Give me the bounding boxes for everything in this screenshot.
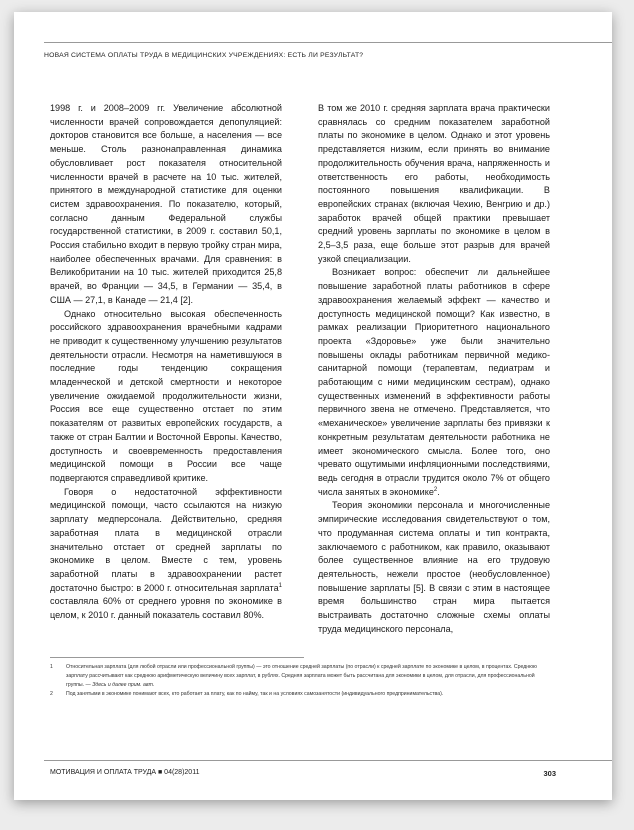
- footnote-2-number: 2: [50, 691, 53, 697]
- footnote-1: [50, 663, 550, 690]
- footnotes: [50, 663, 550, 699]
- left-paragraph-2: Однако относительно высокая обеспеченность российского здравоохранения врачебными кадрами не приводит к существенному улучшению результатов деятельности отрасли. Несмотря на наметившуюся в последние годы тенденцию сокращения младенческой и детской смертности и некоторое увеличение ожидаемой продолжительности жизни, Россия все еще существенно отстает по этим показателям от развитых европейских государств, а также от стран Балтии и Восточной Европы. Качество, доступность и своевременность предоставления медицинской помощи в России все чаще подвергаются справедливой критике.: [50, 308, 282, 483]
- footnote-separator: [50, 657, 304, 658]
- left-column: [50, 102, 282, 623]
- left-paragraph-3-text-b: составляла 60% от среднего уровня по экономике в целом, к 2010 г. данный показатель составил 80%.: [50, 596, 282, 621]
- right-column: [318, 102, 550, 636]
- footnote-1-number: 1: [50, 664, 53, 670]
- footnote-ref-1[interactable]: 1: [278, 582, 282, 589]
- header-top-rule: [44, 42, 612, 43]
- left-paragraph-3-text-a: Говоря о недостаточной эффективности медицинской помощи, часто ссылаются на низкую зарплату медперсонала. Действительно, средняя заработная плата в медицинской отрасли значительно отстает от средней зарплаты по экономике в целом. Вместе с тем, уровень заработной платы в здравоохранении растет достаточно быстро: в 2000 г. относительная зарплата: [50, 486, 282, 593]
- journal-page: [14, 12, 612, 800]
- footnote-1-text: Относительная зарплата (для любой отрасли или профессиональной группы) — это отношение средней зарплаты (по отрасли) к средней зарплате по экономике в целом, в процентах. Среднюю зарплату рассчитывают как среднюю арифметическую величину всех зарплат, в рублях. Средняя зарплата может быть рассчитана для экономики в целом, для отрасли, для профессиональной группы. —: [66, 664, 537, 688]
- right-paragraph-1: В том же 2010 г. средняя зарплата врача практически сравнялась со средним показателем заработной платы по экономике в целом. Однако и этот уровень представляется низким, если принять во внимание продолжительность обучения врача, напряженность и ответственность его работы, необходимость постоянного повышения квалификации. В европейских странах (включая Чехию, Венгрию и др.) заработок врачей общей практики превышает средний уровень зарплаты по экономике в целом в 2,5–3,5 раза, еще больше этот разрыв для врачей узкой специализации.: [318, 103, 550, 264]
- footnote-2-text: Под занятыми в экономике понимают всех, кто работает за плату, как по найму, так и на условиях самозанятости (индивидуального предпринимательства).: [66, 691, 444, 697]
- footnote-2: [50, 690, 550, 699]
- right-paragraph-3: Теория экономики персонала и многочисленные эмпирические исследования свидетельствуют о том, что продуманная система оплаты и тип контракта, заключаемого с работником, как правило, оказывают более существенное влияние на его трудовую деятельность, нежели простое (необусловленное) повышение зарплаты [5]. В связи с этим в настоящее время большинство стран мира пытается выстраивать достаточно сложные схемы оплаты труда медицинского персонала,: [318, 500, 550, 634]
- journal-issue: МОТИВАЦИЯ И ОПЛАТА ТРУДА ■ 04(28)2011: [50, 769, 200, 776]
- left-paragraph-3: [50, 486, 282, 623]
- right-paragraph-2-text-b: .: [437, 486, 440, 497]
- running-title: НОВАЯ СИСТЕМА ОПЛАТЫ ТРУДА В МЕДИЦИНСКИХ УЧРЕЖДЕНИЯХ: ЕСТЬ ЛИ РЕЗУЛЬТАТ?: [44, 52, 364, 59]
- page-number: 303: [543, 769, 556, 778]
- right-paragraph-2: [318, 266, 550, 499]
- left-paragraph-1: 1998 г. и 2008–2009 гг. Увеличение абсолютной численности врачей сопровождается депопуляцией: докторов становится все больше, а населения — все меньше. Столь разнонаправленная динамика обусловливает рост показателя относительной численности врачей в расчете на 10 тыс. жителей, принятого в международной статистике для оценки систем здравоохранения. По показателю, который, согласно данным Федеральной службы государственной статистики, в 2009 г. составил 50,1, Россия стабильно входит в первую тройку стран мира, наиболее обеспеченных врачами. Для сравнения: в Великобритании на 10 тыс. жителей приходится 25,8 врачей, во Франции — 34,5, в Германии — 35,4, в США — 27,1, в Канаде — 21,4 [2].: [50, 103, 282, 305]
- right-paragraph-2-text-a: Возникает вопрос: обеспечит ли дальнейшее повышение заработной платы работников в сфере здравоохранения желаемый эффект — качество и доступность медицинской помощи? Как известно, в рамках реализации Приоритетного национального проекта «Здоровье» уже были значительно повышены оклады работникам первичной медико-санитарной помощи (терапевтам, педиатрам и работающим с ними медицинским сестрам), однако существенных изменений в эффективности работы первичного звена не отмечено. Представляется, что «механическое» увеличение зарплаты без привязки к конкретным результатам деятельности работника не имеет экономического смысла. Более того, оно чревато ощутимыми инфляционными последствиями, ведь сегодня в отрасли трудится около 7% от общего числа занятых в экономике: [318, 267, 550, 497]
- footer-rule: [44, 760, 612, 761]
- footnote-1-note: Здесь и далее прим. авт.: [92, 682, 155, 688]
- footnote-ref-2[interactable]: 2: [433, 486, 438, 493]
